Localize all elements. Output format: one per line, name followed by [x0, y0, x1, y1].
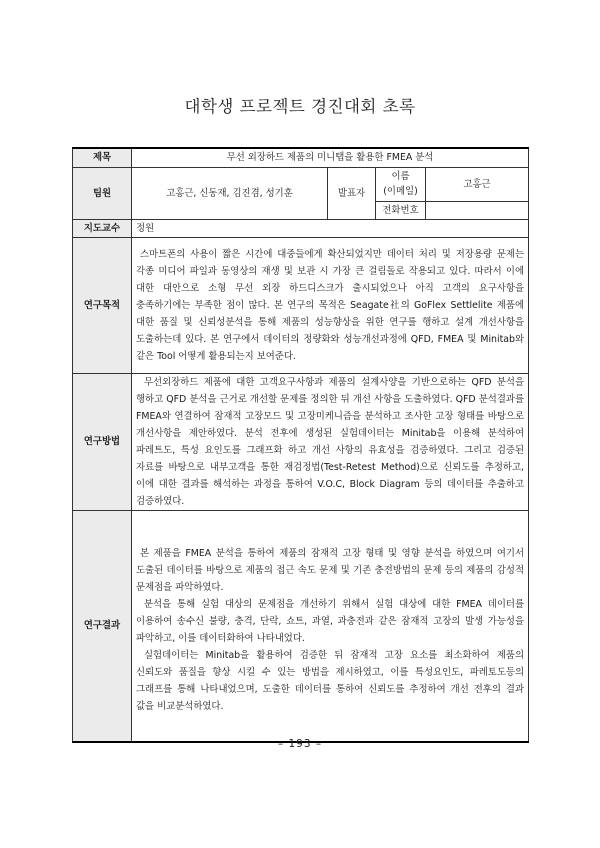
subject-value: 무선 외장하드 제품의 미니탭을 활용한 FMEA 분석	[132, 148, 529, 167]
page-title: 대학생 프로젝트 경진대회 초록	[184, 97, 416, 116]
purpose-text: 스마트폰의 사용이 짧은 시간에 대중들에게 확산되었지만 데이터 처리 및 저장용량 문제는 각종 미디어 파일과 동영상의 재생 및 보관 시 가장 큰 걸림돌로 작용되고 있다. 따라서 이에 대한 대안으로 소형 무선 외장 하드디스크가 출시되었으나 아직 고객의 요구사항을 충족하기에는 부족한 점이 많다. 본 연구의 목적은 Seagate社의 GoFlex Settlelite 제품에 대한 품질 및 신뢰성분석을 통해 제품의 성능향상을 위한 연구를 행하고 설계 개선사항을 도출하는데 있다. 본 연구에서 데이터의 정량화와 성능개선과정에 QFD, FMEA 및 Minitab와 같은 Tool 어떻게 활용되는지 보여준다.	[136, 248, 525, 362]
result-paragraph: 실험데이터는 Minitab을 활용하여 검증한 뒤 잠재적 고장 요소를 최소화하여 제품의 신뢰도와 품질을 향상 시킬 수 있는 방법을 제시하였고, 이를 특성요인도, 파레토도등의 그래프를 통해 나타내었으며, 도출한 데이터를 통하여 신뢰도를 추정하여 개선 전후의 결과 값을 비교분석하였다.	[136, 649, 525, 712]
abstract-form-table	[72, 147, 529, 743]
team-row	[73, 167, 529, 201]
advisor-label: 지도교수	[73, 219, 132, 237]
presenter-name: 고홍근	[426, 167, 529, 201]
method-label: 연구방법	[73, 373, 132, 510]
name-email-label: 이름 (이메일)	[376, 167, 426, 201]
page-number: – 193 –	[277, 738, 323, 750]
result-paragraph: 분석을 통해 실험 대상의 문제점을 개선하기 위해서 실험 대상에 대한 FMEA 데이터를 이용하여 송수신 불량, 충격, 단락, 쇼트, 과열, 과충전과 같은 잠재적 고장의 발생 가능성을 파악하고, 이를 데이터화하여 나타내었다.	[136, 598, 525, 644]
result-paragraph: 본 제품을 FMEA 분석을 통하여 제품의 잠재적 고장 형태 및 영향 분석을 하였으며 여기서 도출된 데이터를 바탕으로 제품의 접근 속도 문제 및 기존 충전방법의 문제 등의 제품의 감성적 문제점을 파악하였다.	[136, 547, 525, 593]
advisor-row	[73, 219, 529, 237]
method-row	[73, 373, 529, 510]
result-row	[73, 510, 529, 742]
subject-row	[73, 148, 529, 167]
subject-label: 제목	[73, 148, 132, 167]
presenter-label: 발표자	[328, 167, 376, 219]
team-members: 고홍근, 신동재, 김진겸, 성기훈	[132, 167, 328, 219]
team-label: 팀원	[73, 167, 132, 219]
method-text: 무선외장하드 제품에 대한 고객요구사항과 제품의 설계사양을 기반으로하는 QFD 분석을 행하고 QFD 분석을 근거로 개선할 문제를 정의한 뒤 개선 사항을 도출하였다. QFD 분석결과를 FMEA와 연결하여 잠재적 고장모드 및 고장미케니즘을 분석하고 조사한 고장 형태를 바탕으로 개선사항을 제안하였다. 분석 전후에 생성된 실험데이터는 Minitab을 이용해 분석하여 파레트도, 특성 요인도를 그래프화 하고 개선 사항의 유효성을 검증하였다. 그리고 검증된 자료를 바탕으로 내부고객을 통한 재검정법(Test-Retest Method)으로 신뢰도를 추정하고, 이에 대한 결과를 해석하는 과정을 통하여 V.O.C, Block Diagram 등의 데이터를 추출하고 검증하였다.	[136, 376, 525, 507]
phone-label: 전화번호	[376, 201, 426, 219]
phone-value	[426, 201, 529, 219]
advisor-value: 정원	[132, 219, 529, 237]
purpose-row	[73, 237, 529, 373]
result-label: 연구결과	[73, 510, 132, 742]
purpose-label: 연구목적	[73, 237, 132, 373]
